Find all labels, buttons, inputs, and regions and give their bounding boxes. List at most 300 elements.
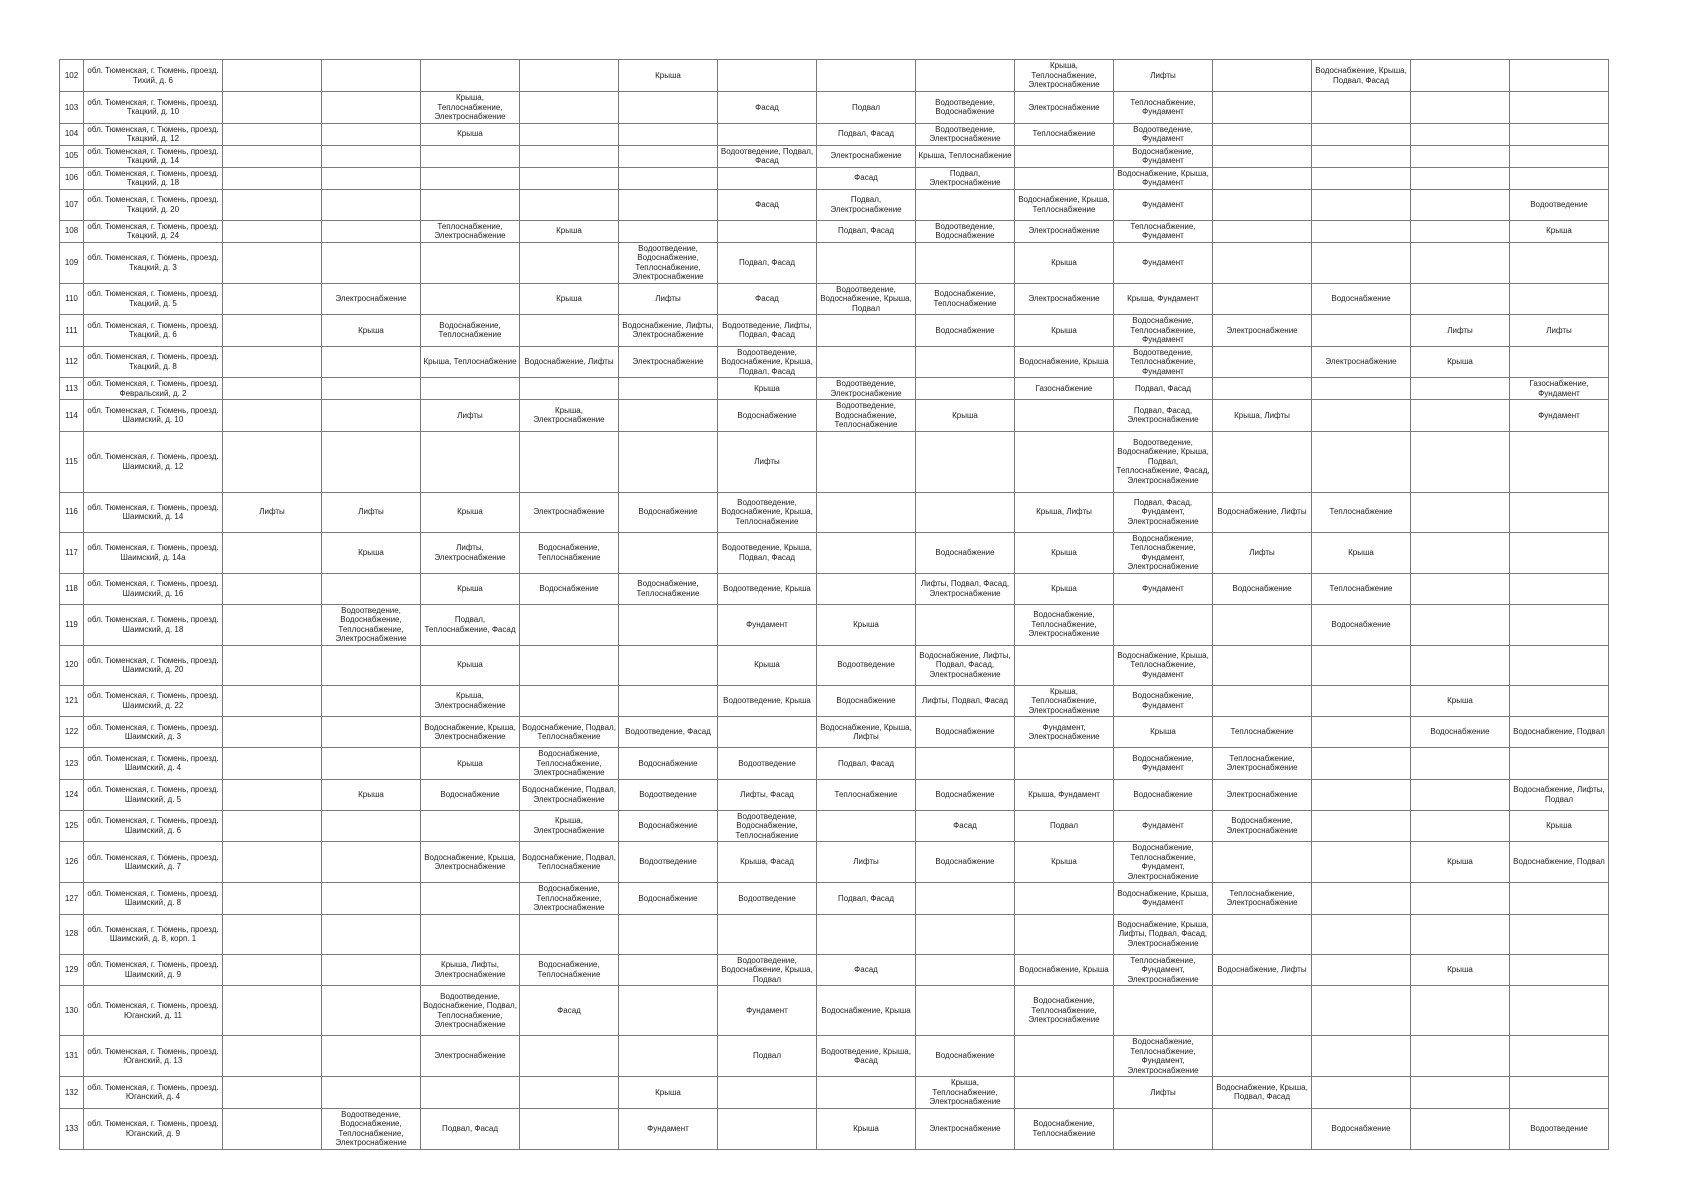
row-number: 129 — [60, 954, 84, 986]
work-type-cell: Крыша — [1411, 954, 1510, 986]
work-type-cell — [916, 242, 1015, 283]
work-type-cell — [223, 1077, 322, 1109]
work-type-cell — [1312, 123, 1411, 145]
work-type-cell — [817, 242, 916, 283]
work-type-cell — [619, 378, 718, 400]
work-type-cell — [520, 145, 619, 167]
table-row — [60, 573, 1609, 604]
work-type-cell: Теплоснабжение, Фундамент — [1114, 220, 1213, 242]
work-type-cell: Крыша — [1411, 685, 1510, 717]
work-type-cell: Водоснабжение, Крыша, Электроснабжение — [421, 717, 520, 748]
work-type-cell — [322, 123, 421, 145]
work-type-cell: Теплоснабжение, Фундамент, Электроснабжение — [1114, 954, 1213, 986]
work-type-cell: Водоотведение — [619, 779, 718, 810]
work-type-cell — [619, 1036, 718, 1077]
work-type-cell — [421, 883, 520, 915]
work-type-cell: Водоснабжение — [916, 1036, 1015, 1077]
work-type-cell: Крыша — [817, 604, 916, 645]
work-type-cell: Водоснабжение, Подвал, Электроснабжение — [520, 779, 619, 810]
work-type-cell — [1411, 645, 1510, 685]
work-type-cell — [1411, 748, 1510, 780]
work-type-cell — [223, 145, 322, 167]
work-type-cell: Крыша, Фундамент — [1114, 283, 1213, 315]
work-type-cell: Водоотведение, Водоснабжение, Подвал, Теплоснабжение, Электроснабжение — [421, 986, 520, 1036]
work-type-cell: Крыша, Теплоснабжение — [916, 145, 1015, 167]
work-type-cell: Водоотведение, Водоснабжение, Крыша, Подвал — [718, 954, 817, 986]
work-type-cell: Фасад — [817, 954, 916, 986]
work-type-cell: Водоснабжение, Крыша, Электроснабжение — [421, 842, 520, 883]
address-cell: обл. Тюменская, г. Тюмень, проезд. Ткацкий, д. 6 — [84, 315, 223, 347]
work-type-cell — [1411, 123, 1510, 145]
work-type-cell — [1411, 986, 1510, 1036]
address-cell: обл. Тюменская, г. Тюмень, проезд. Шаимский, д. 7 — [84, 842, 223, 883]
work-type-cell — [1411, 60, 1510, 92]
row-number: 133 — [60, 1108, 84, 1149]
work-type-cell — [322, 645, 421, 685]
address-cell: обл. Тюменская, г. Тюмень, проезд. Шаимский, д. 10 — [84, 400, 223, 432]
work-type-cell — [1114, 1108, 1213, 1149]
work-type-cell: Теплоснабжение — [1015, 123, 1114, 145]
work-type-cell — [1411, 914, 1510, 954]
work-type-cell — [322, 573, 421, 604]
work-type-cell — [1510, 954, 1609, 986]
address-cell: обл. Тюменская, г. Тюмень, проезд. Ткацкий, д. 10 — [84, 92, 223, 124]
work-type-cell: Водоснабжение, Лифты — [520, 346, 619, 378]
work-type-cell — [1510, 573, 1609, 604]
work-type-cell — [223, 242, 322, 283]
work-type-cell: Крыша — [520, 283, 619, 315]
work-type-cell — [1312, 189, 1411, 220]
work-type-cell: Теплоснабжение, Фундамент — [1114, 92, 1213, 124]
work-type-cell: Газоснабжение, Фундамент — [1510, 378, 1609, 400]
work-type-cell — [1213, 604, 1312, 645]
work-type-cell — [520, 189, 619, 220]
work-type-cell: Водоотведение — [817, 645, 916, 685]
work-type-cell — [223, 123, 322, 145]
table-row — [60, 167, 1609, 189]
work-type-cell — [1510, 242, 1609, 283]
work-type-cell: Крыша — [817, 1108, 916, 1149]
work-type-cell: Водоотведение — [619, 842, 718, 883]
work-type-cell — [1312, 242, 1411, 283]
work-type-cell: Теплоснабжение, Электроснабжение — [421, 220, 520, 242]
work-type-cell — [817, 346, 916, 378]
work-type-cell — [223, 60, 322, 92]
work-type-cell: Водоснабжение, Лифты, Подвал, Фасад, Электроснабжение — [916, 645, 1015, 685]
work-type-cell — [1411, 604, 1510, 645]
work-type-cell — [1213, 914, 1312, 954]
work-type-cell: Водоотведение, Крыша — [718, 573, 817, 604]
work-type-cell — [1213, 242, 1312, 283]
work-type-cell: Водоснабжение — [916, 842, 1015, 883]
table-row — [60, 242, 1609, 283]
work-type-cell — [322, 431, 421, 492]
work-type-cell: Электроснабжение — [619, 346, 718, 378]
table-row — [60, 685, 1609, 717]
work-type-cell: Водоснабжение, Теплоснабжение, Фундамент — [1114, 315, 1213, 347]
work-type-cell: Водоснабжение — [421, 779, 520, 810]
table-row — [60, 883, 1609, 915]
work-type-cell: Водоснабжение, Теплоснабжение — [421, 315, 520, 347]
row-number: 126 — [60, 842, 84, 883]
row-number: 116 — [60, 492, 84, 532]
work-type-cell: Крыша — [421, 748, 520, 780]
work-type-cell — [223, 914, 322, 954]
work-type-cell — [223, 883, 322, 915]
work-type-cell: Фасад — [520, 986, 619, 1036]
work-type-cell — [1411, 532, 1510, 573]
address-cell: обл. Тюменская, г. Тюмень, проезд. Шаимский, д. 22 — [84, 685, 223, 717]
work-type-cell — [223, 1036, 322, 1077]
work-type-cell: Подвал, Фасад — [817, 748, 916, 780]
work-type-cell — [421, 60, 520, 92]
work-type-cell — [421, 167, 520, 189]
work-type-cell — [1213, 145, 1312, 167]
work-type-cell: Водоотведение — [718, 748, 817, 780]
work-type-cell — [619, 167, 718, 189]
work-type-cell: Теплоснабжение — [817, 779, 916, 810]
work-type-cell: Крыша — [421, 492, 520, 532]
work-type-cell — [421, 810, 520, 842]
work-type-cell — [1213, 123, 1312, 145]
work-type-cell — [1510, 986, 1609, 1036]
work-type-cell — [1015, 645, 1114, 685]
work-type-cell — [1510, 492, 1609, 532]
work-type-cell: Крыша — [1411, 346, 1510, 378]
work-type-cell — [619, 220, 718, 242]
address-cell: обл. Тюменская, г. Тюмень, проезд. Ткацкий, д. 12 — [84, 123, 223, 145]
work-type-cell — [1312, 1077, 1411, 1109]
work-type-cell: Водоотведение, Водоснабжение, Теплоснабжение, Электроснабжение — [619, 242, 718, 283]
table-body — [60, 60, 1609, 1150]
work-type-cell — [520, 685, 619, 717]
work-type-cell: Фасад — [916, 810, 1015, 842]
work-type-cell: Крыша — [718, 378, 817, 400]
row-number: 119 — [60, 604, 84, 645]
work-type-cell — [520, 123, 619, 145]
work-type-cell: Подвал, Фасад, Фундамент, Электроснабжение — [1114, 492, 1213, 532]
work-type-cell: Водоснабжение, Теплоснабжение, Электроснабжение — [520, 883, 619, 915]
work-type-cell: Водоснабжение, Лифты, Электроснабжение — [619, 315, 718, 347]
work-type-cell: Водоснабжение, Крыша — [817, 986, 916, 1036]
work-type-cell: Электроснабжение — [1015, 283, 1114, 315]
work-type-cell: Водоснабжение — [619, 748, 718, 780]
work-type-cell — [223, 842, 322, 883]
work-type-cell: Лифты — [1213, 532, 1312, 573]
work-type-cell — [322, 914, 421, 954]
work-type-cell — [223, 717, 322, 748]
work-type-cell: Фасад — [718, 92, 817, 124]
table-row — [60, 346, 1609, 378]
work-type-cell: Водоснабжение, Фундамент — [1114, 145, 1213, 167]
work-type-cell — [223, 431, 322, 492]
work-type-cell: Водоотведение, Водоснабжение — [916, 220, 1015, 242]
work-type-cell: Водоотведение, Водоснабжение — [916, 92, 1015, 124]
address-cell: обл. Тюменская, г. Тюмень, проезд. Шаимский, д. 4 — [84, 748, 223, 780]
work-type-cell: Лифты — [322, 492, 421, 532]
work-type-cell — [1510, 604, 1609, 645]
work-type-cell — [223, 1108, 322, 1149]
work-type-cell: Лифты — [817, 842, 916, 883]
work-type-cell: Электроснабжение — [1015, 92, 1114, 124]
work-type-cell: Электроснабжение — [520, 492, 619, 532]
work-type-cell: Крыша, Электроснабжение — [421, 685, 520, 717]
table-row — [60, 92, 1609, 124]
work-type-cell: Водоснабжение — [916, 779, 1015, 810]
work-type-cell — [322, 242, 421, 283]
work-type-cell — [1213, 283, 1312, 315]
work-type-cell — [322, 378, 421, 400]
address-cell: обл. Тюменская, г. Тюмень, проезд. Шаимский, д. 5 — [84, 779, 223, 810]
work-type-cell — [1510, 1036, 1609, 1077]
row-number: 125 — [60, 810, 84, 842]
work-type-cell — [223, 685, 322, 717]
address-cell: обл. Тюменская, г. Тюмень, проезд. Шаимский, д. 20 — [84, 645, 223, 685]
work-type-cell: Крыша, Фасад — [718, 842, 817, 883]
work-type-cell: Теплоснабжение — [1312, 492, 1411, 532]
work-type-cell — [1411, 883, 1510, 915]
work-type-cell — [1510, 532, 1609, 573]
work-type-cell: Теплоснабжение, Электроснабжение — [1213, 748, 1312, 780]
work-type-cell — [718, 167, 817, 189]
work-type-cell: Водоснабжение, Теплоснабжение, Фундамент, Электроснабжение — [1114, 1036, 1213, 1077]
work-type-cell: Водоотведение, Водоснабжение, Крыша, Теплоснабжение — [718, 492, 817, 532]
work-type-cell: Крыша — [322, 532, 421, 573]
row-number: 104 — [60, 123, 84, 145]
table-row — [60, 810, 1609, 842]
work-type-cell — [619, 645, 718, 685]
work-type-cell: Подвал, Фасад — [1114, 378, 1213, 400]
work-type-cell — [916, 60, 1015, 92]
row-number: 124 — [60, 779, 84, 810]
work-type-cell: Фундамент — [1114, 810, 1213, 842]
table-row — [60, 283, 1609, 315]
work-type-cell — [1510, 914, 1609, 954]
work-type-cell — [619, 92, 718, 124]
work-type-cell — [322, 400, 421, 432]
row-number: 120 — [60, 645, 84, 685]
row-number: 122 — [60, 717, 84, 748]
work-type-cell — [1510, 883, 1609, 915]
work-type-cell — [916, 604, 1015, 645]
work-type-cell — [520, 431, 619, 492]
work-type-cell: Водоотведение, Водоснабжение, Теплоснабжение, Электроснабжение — [322, 1108, 421, 1149]
work-type-cell — [916, 748, 1015, 780]
work-type-cell: Лифты — [1114, 1077, 1213, 1109]
work-type-cell — [322, 60, 421, 92]
row-number: 102 — [60, 60, 84, 92]
work-type-cell: Водоснабжение — [916, 717, 1015, 748]
work-type-cell — [619, 986, 718, 1036]
work-type-cell — [817, 60, 916, 92]
work-type-cell — [1312, 883, 1411, 915]
work-type-cell: Водоснабжение, Теплоснабжение, Фундамент, Электроснабжение — [1114, 532, 1213, 573]
work-type-cell — [619, 954, 718, 986]
work-type-cell — [1510, 431, 1609, 492]
work-type-cell — [1312, 986, 1411, 1036]
row-number: 115 — [60, 431, 84, 492]
row-number: 123 — [60, 748, 84, 780]
address-cell: обл. Тюменская, г. Тюмень, проезд. Юганский, д. 11 — [84, 986, 223, 1036]
address-cell: обл. Тюменская, г. Тюмень, проезд. Шаимский, д. 12 — [84, 431, 223, 492]
work-type-cell — [1411, 1108, 1510, 1149]
work-type-cell — [1015, 167, 1114, 189]
work-type-cell: Крыша — [421, 645, 520, 685]
work-type-cell — [817, 810, 916, 842]
work-type-cell — [619, 532, 718, 573]
work-type-cell — [817, 532, 916, 573]
work-type-cell: Водоснабжение — [817, 685, 916, 717]
work-type-cell — [1411, 242, 1510, 283]
work-type-cell — [619, 400, 718, 432]
row-number: 131 — [60, 1036, 84, 1077]
work-type-cell — [1213, 92, 1312, 124]
work-type-cell — [1213, 220, 1312, 242]
work-type-cell — [1015, 145, 1114, 167]
work-type-cell — [1312, 685, 1411, 717]
work-type-cell: Крыша — [1114, 717, 1213, 748]
work-type-cell — [322, 145, 421, 167]
work-type-cell: Подвал, Фасад — [817, 883, 916, 915]
work-type-cell: Крыша, Лифты — [1213, 400, 1312, 432]
work-type-cell — [322, 167, 421, 189]
address-cell: обл. Тюменская, г. Тюмень, проезд. Ткацкий, д. 24 — [84, 220, 223, 242]
work-type-cell — [520, 604, 619, 645]
address-cell: обл. Тюменская, г. Тюмень, проезд. Шаимский, д. 14а — [84, 532, 223, 573]
work-type-cell — [1213, 431, 1312, 492]
address-cell: обл. Тюменская, г. Тюмень, проезд. Шаимский, д. 18 — [84, 604, 223, 645]
work-type-cell — [322, 220, 421, 242]
work-type-cell — [223, 573, 322, 604]
work-type-cell — [1411, 92, 1510, 124]
work-type-cell: Водоснабжение, Крыша, Фундамент — [1114, 167, 1213, 189]
work-type-cell: Подвал, Фасад — [718, 242, 817, 283]
table-row — [60, 1036, 1609, 1077]
work-type-cell — [619, 431, 718, 492]
work-type-cell — [1312, 167, 1411, 189]
work-type-cell: Водоснабжение, Подвал — [1510, 842, 1609, 883]
address-cell: обл. Тюменская, г. Тюмень, проезд. Шаимский, д. 3 — [84, 717, 223, 748]
work-type-cell — [520, 378, 619, 400]
work-type-cell: Водоснабжение, Теплоснабжение, Электроснабжение — [520, 748, 619, 780]
work-type-cell — [421, 1077, 520, 1109]
work-type-cell: Газоснабжение — [1015, 378, 1114, 400]
table-row — [60, 604, 1609, 645]
table-row — [60, 986, 1609, 1036]
work-type-cell: Водоснабжение — [1312, 604, 1411, 645]
work-type-cell — [1411, 189, 1510, 220]
work-type-cell — [1510, 60, 1609, 92]
work-type-cell: Подвал — [718, 1036, 817, 1077]
address-cell: обл. Тюменская, г. Тюмень, проезд. Шаимский, д. 14 — [84, 492, 223, 532]
work-type-cell: Крыша — [1510, 810, 1609, 842]
work-type-cell: Фундамент — [1114, 189, 1213, 220]
work-type-cell — [1312, 431, 1411, 492]
work-type-cell — [322, 685, 421, 717]
work-type-cell: Водоснабжение — [1312, 283, 1411, 315]
work-type-cell — [619, 123, 718, 145]
work-type-cell: Водоснабжение — [916, 315, 1015, 347]
work-type-cell: Водоснабжение — [619, 810, 718, 842]
table-row — [60, 1108, 1609, 1149]
address-cell: обл. Тюменская, г. Тюмень, проезд. Юганский, д. 13 — [84, 1036, 223, 1077]
work-type-cell — [1015, 883, 1114, 915]
row-number: 103 — [60, 92, 84, 124]
address-cell: обл. Тюменская, г. Тюмень, проезд. Шаимский, д. 6 — [84, 810, 223, 842]
work-type-cell — [1510, 645, 1609, 685]
work-type-cell — [1213, 986, 1312, 1036]
work-type-cell: Лифты, Подвал, Фасад — [916, 685, 1015, 717]
work-type-cell: Крыша — [1510, 220, 1609, 242]
work-type-cell — [223, 748, 322, 780]
work-type-cell — [1213, 60, 1312, 92]
work-type-cell: Водоснабжение, Фундамент — [1114, 748, 1213, 780]
work-type-cell: Электроснабжение — [421, 1036, 520, 1077]
work-type-cell: Теплоснабжение — [1312, 573, 1411, 604]
work-type-cell: Электроснабжение — [1213, 315, 1312, 347]
address-cell: обл. Тюменская, г. Тюмень, проезд. Юганский, д. 9 — [84, 1108, 223, 1149]
work-type-cell: Электроснабжение — [1213, 779, 1312, 810]
row-number: 127 — [60, 883, 84, 915]
work-type-cell — [1015, 1036, 1114, 1077]
work-type-cell: Крыша — [1015, 573, 1114, 604]
work-type-cell: Фасад — [817, 167, 916, 189]
work-type-cell — [619, 145, 718, 167]
row-number: 107 — [60, 189, 84, 220]
work-type-cell: Водоснабжение, Теплоснабжение, Электроснабжение — [1015, 604, 1114, 645]
work-type-cell — [1312, 810, 1411, 842]
address-cell: обл. Тюменская, г. Тюмень, проезд. Шаимский, д. 8 — [84, 883, 223, 915]
work-type-cell: Водоснабжение, Фундамент — [1114, 685, 1213, 717]
work-type-cell — [322, 189, 421, 220]
work-type-cell — [1510, 1077, 1609, 1109]
work-type-cell — [1015, 431, 1114, 492]
work-type-cell: Подвал, Электроснабжение — [817, 189, 916, 220]
work-type-cell — [1411, 810, 1510, 842]
work-type-cell — [322, 810, 421, 842]
work-type-cell: Подвал, Фасад — [421, 1108, 520, 1149]
work-type-cell: Фундамент — [1114, 573, 1213, 604]
work-type-cell: Водоотведение, Теплоснабжение, Фундамент — [1114, 346, 1213, 378]
work-type-cell: Лифты — [1411, 315, 1510, 347]
work-type-cell: Водоснабжение, Электроснабжение — [1213, 810, 1312, 842]
work-type-cell — [223, 92, 322, 124]
work-type-cell — [1510, 685, 1609, 717]
row-number: 128 — [60, 914, 84, 954]
work-type-cell — [916, 378, 1015, 400]
work-type-cell — [1510, 167, 1609, 189]
work-type-cell — [1510, 92, 1609, 124]
work-type-cell — [1213, 645, 1312, 685]
address-cell: обл. Тюменская, г. Тюмень, проезд. Ткацкий, д. 20 — [84, 189, 223, 220]
work-type-cell: Водоснабжение — [1312, 1108, 1411, 1149]
work-type-cell: Водоснабжение — [1213, 573, 1312, 604]
work-type-cell — [1411, 1077, 1510, 1109]
work-type-cell — [1312, 717, 1411, 748]
table-row — [60, 779, 1609, 810]
work-type-cell: Крыша, Лифты — [1015, 492, 1114, 532]
work-type-cell — [1411, 1036, 1510, 1077]
work-type-cell — [520, 1077, 619, 1109]
work-type-cell — [223, 378, 322, 400]
work-type-cell: Электроснабжение — [817, 145, 916, 167]
row-number: 130 — [60, 986, 84, 1036]
work-type-cell: Водоснабжение — [619, 492, 718, 532]
work-type-cell — [520, 1036, 619, 1077]
work-type-cell — [223, 283, 322, 315]
work-type-cell — [718, 60, 817, 92]
work-type-cell: Лифты — [421, 400, 520, 432]
